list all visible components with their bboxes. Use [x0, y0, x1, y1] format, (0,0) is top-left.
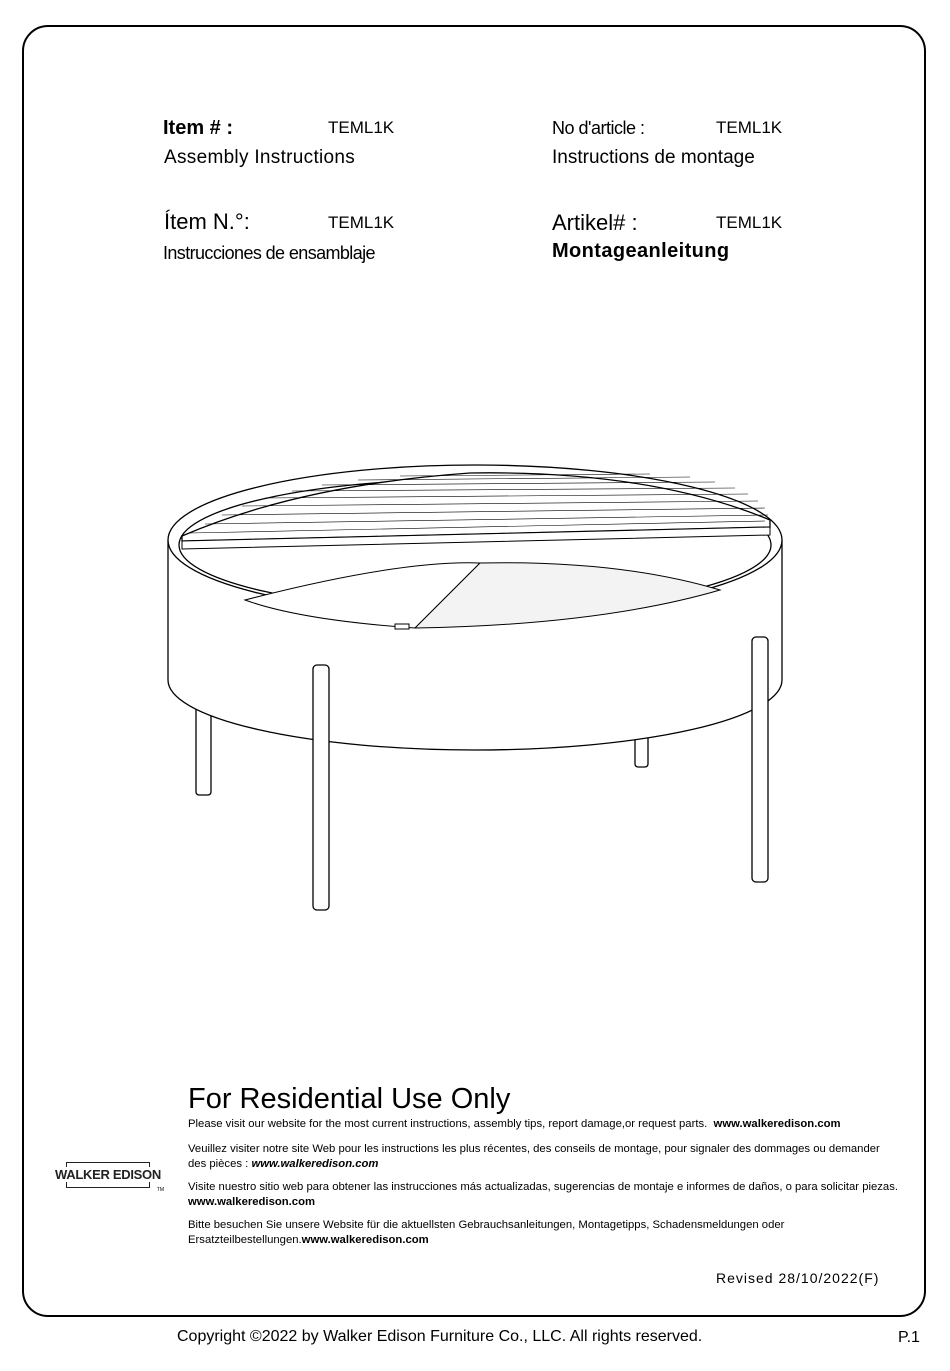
subtitle-de: Montageanleitung [552, 240, 730, 262]
notice-en-text: Please visit our website for the most current instructions, assembly tips, report damage,or request parts. [188, 1118, 708, 1130]
lid-knob [395, 624, 409, 629]
item-value-fr: TEML1K [716, 118, 783, 137]
residential-use-title: For Residential Use Only [188, 1083, 511, 1115]
item-value-en: TEML1K [328, 118, 395, 137]
website-link-en[interactable]: www.walkeredison.com [713, 1118, 841, 1130]
notice-en [188, 1117, 900, 1132]
notice-es [188, 1180, 900, 1210]
logo-text: WALKER EDISON [52, 1167, 164, 1182]
subtitle-es: Instrucciones de ensamblaje [163, 243, 375, 263]
website-link-es[interactable]: www.walkeredison.com [188, 1196, 316, 1208]
item-label-de: Artikel# : [552, 210, 638, 235]
notice-fr [188, 1142, 900, 1172]
notice-es-text: Visite nuestro sitio web para obtener las instrucciones más actualizadas, sugerencias de montaje e informes de daños, o para solicitar piezas. [188, 1181, 898, 1193]
website-link-de[interactable]: www.walkeredison.com [301, 1234, 429, 1246]
notice-fr-text: Veuillez visiter notre site Web pour les instructions les plus récentes, des conseils de montage, pour signaler des dommages ou demander des pièces : [188, 1143, 880, 1170]
item-value-de: TEML1K [716, 213, 783, 232]
page-number: P.1 [898, 1329, 920, 1346]
logo-trademark: TM [156, 1187, 164, 1193]
revision-date: Revised 28/10/2022(F) [716, 1270, 880, 1286]
walker-edison-logo [52, 1160, 164, 1193]
item-label-fr: No d'article : [552, 118, 645, 138]
copyright: Copyright ©2022 by Walker Edison Furniture Co., LLC. All rights reserved. [177, 1328, 703, 1345]
front-left-leg [313, 665, 329, 910]
front-right-leg [752, 637, 768, 882]
item-label-es: Ítem N.°: [164, 209, 250, 234]
website-link-fr[interactable]: www.walkeredison.com [251, 1158, 379, 1170]
notice-de [188, 1218, 900, 1248]
subtitle-fr: Instructions de montage [552, 147, 755, 168]
notice-de-text: Bitte besuchen Sie unsere Website für die aktuellsten Gebrauchsanleitungen, Montagetipps, Schadensmeldungen oder Ersatzteilbestellungen. [188, 1219, 785, 1246]
item-label-en: Item # : [163, 117, 234, 139]
item-value-es: TEML1K [328, 213, 395, 232]
subtitle-en: Assembly Instructions [164, 147, 356, 168]
